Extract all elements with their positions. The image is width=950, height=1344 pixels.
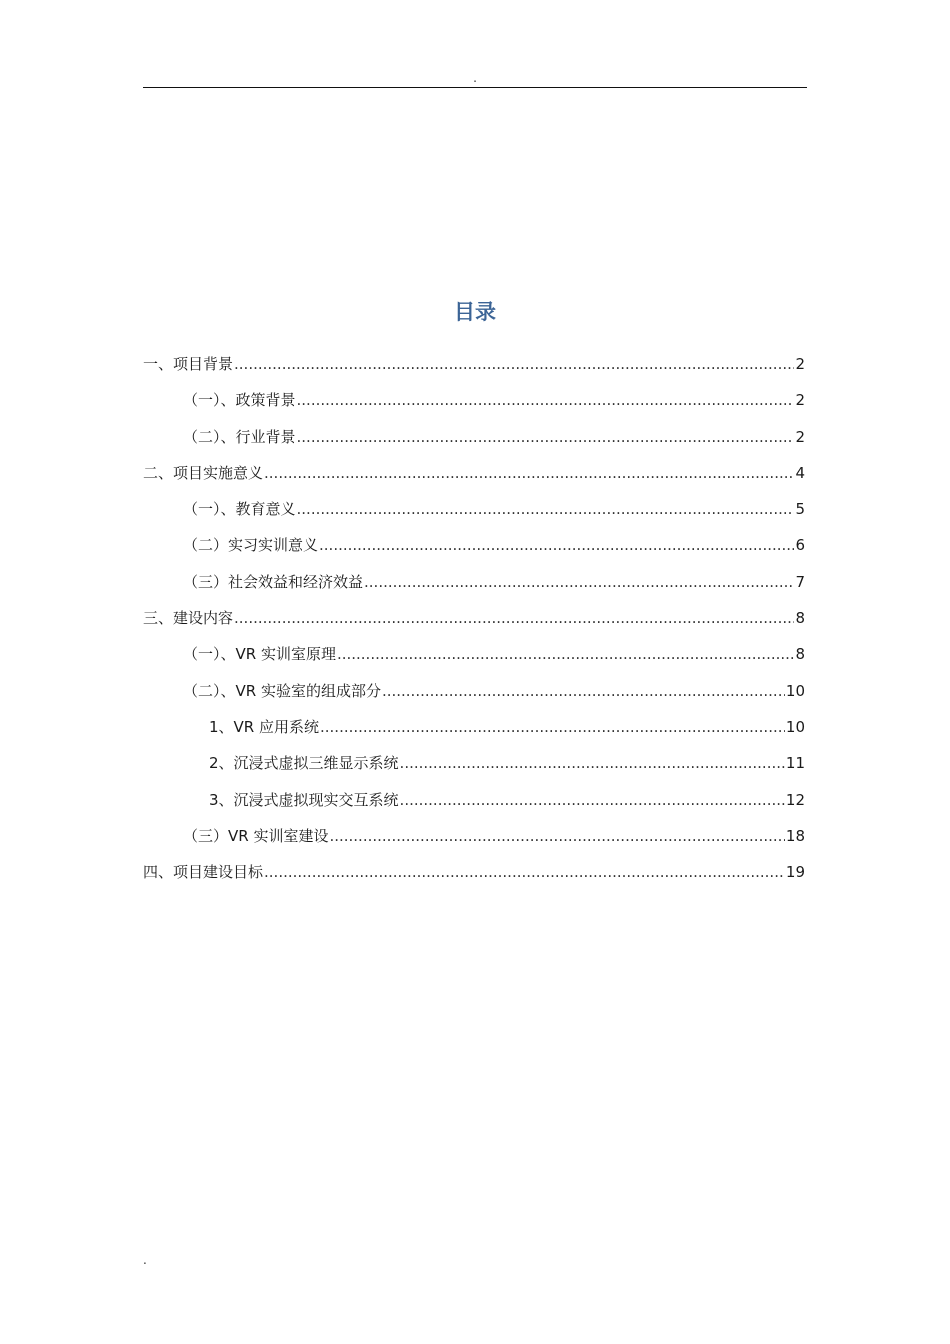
toc-title: 目录 (454, 300, 496, 324)
toc-entry-text: （一）、政策背景 (183, 391, 296, 410)
toc-entry[interactable] (143, 532, 805, 568)
toc-dot-leader (364, 569, 794, 595)
toc-entry-text: 3、沉浸式虚拟现实交互系统 (209, 790, 399, 809)
toc-entry[interactable] (143, 787, 805, 823)
toc-entry[interactable] (143, 823, 805, 859)
toc-dot-leader (382, 678, 785, 704)
toc-dot-leader (297, 387, 795, 413)
toc-entry[interactable] (143, 351, 805, 387)
header-mark: . (473, 71, 477, 85)
toc-entry-page-number: 2 (795, 355, 805, 373)
toc-entry-text: 2、沉浸式虚拟三维显示系统 (209, 754, 399, 773)
toc-entry-text: （三）社会效益和经济效益 (183, 572, 364, 591)
toc-dot-leader (337, 641, 795, 667)
toc-entry-page-number: 11 (785, 754, 805, 773)
toc-entry-page-number: 19 (785, 863, 805, 882)
toc-entry-page-number: 7 (795, 572, 805, 591)
toc-dot-leader (320, 714, 785, 740)
toc-entry-text: （二）实习实训意义 (183, 536, 319, 555)
header-rule (143, 87, 807, 88)
footer-mark: . (143, 1253, 147, 1267)
toc-dot-leader (297, 496, 795, 522)
toc-entry-text: 二、项目实施意义 (143, 463, 264, 482)
toc-entry-page-number: 18 (785, 826, 805, 845)
toc-entry-text: （一）、教育意义 (183, 500, 296, 519)
toc-entry-text: （一）、VR 实训室原理 (183, 645, 336, 664)
toc-entry-page-number: 8 (795, 645, 805, 664)
toc-entry-text: 一、项目背景 (143, 355, 234, 373)
toc-entry-page-number: 2 (795, 427, 805, 446)
toc-entry[interactable] (143, 714, 805, 750)
toc-entry[interactable] (143, 387, 805, 423)
toc-dot-leader (234, 605, 794, 631)
toc-dot-leader (400, 787, 785, 813)
toc-entry-text: （三）VR 实训室建设 (183, 826, 329, 845)
toc-entry[interactable] (143, 569, 805, 605)
toc-entry-page-number: 8 (795, 609, 805, 628)
toc-dot-leader (264, 460, 794, 486)
toc-entry-text: 四、项目建设目标 (143, 863, 264, 882)
toc-entry[interactable] (143, 496, 805, 532)
toc-entry-page-number: 5 (795, 500, 805, 519)
toc-entry-page-number: 12 (785, 790, 805, 809)
toc-entry-text: （二）、行业背景 (183, 427, 296, 446)
toc-entry[interactable] (143, 641, 805, 677)
toc-dot-leader (319, 532, 794, 558)
toc-dot-leader (234, 351, 794, 377)
table-of-contents (143, 351, 805, 895)
toc-entry-page-number: 4 (795, 463, 805, 482)
toc-entry[interactable] (143, 460, 805, 496)
toc-entry[interactable] (143, 605, 805, 641)
toc-entry[interactable] (143, 678, 805, 714)
toc-entry-text: 三、建设内容 (143, 609, 234, 628)
toc-entry-page-number: 6 (795, 536, 805, 555)
toc-entry-text: 1、VR 应用系统 (209, 717, 319, 736)
toc-entry-page-number: 2 (795, 391, 805, 410)
toc-entry[interactable] (143, 750, 805, 786)
toc-dot-leader (329, 823, 784, 849)
toc-entry[interactable] (143, 859, 805, 895)
toc-dot-leader (297, 424, 795, 450)
toc-entry[interactable] (143, 424, 805, 460)
toc-dot-leader (264, 859, 785, 885)
toc-dot-leader (400, 750, 785, 776)
toc-entry-page-number: 10 (785, 717, 805, 736)
toc-entry-page-number: 10 (785, 681, 805, 700)
toc-entry-text: （二）、VR 实验室的组成部分 (183, 681, 381, 700)
